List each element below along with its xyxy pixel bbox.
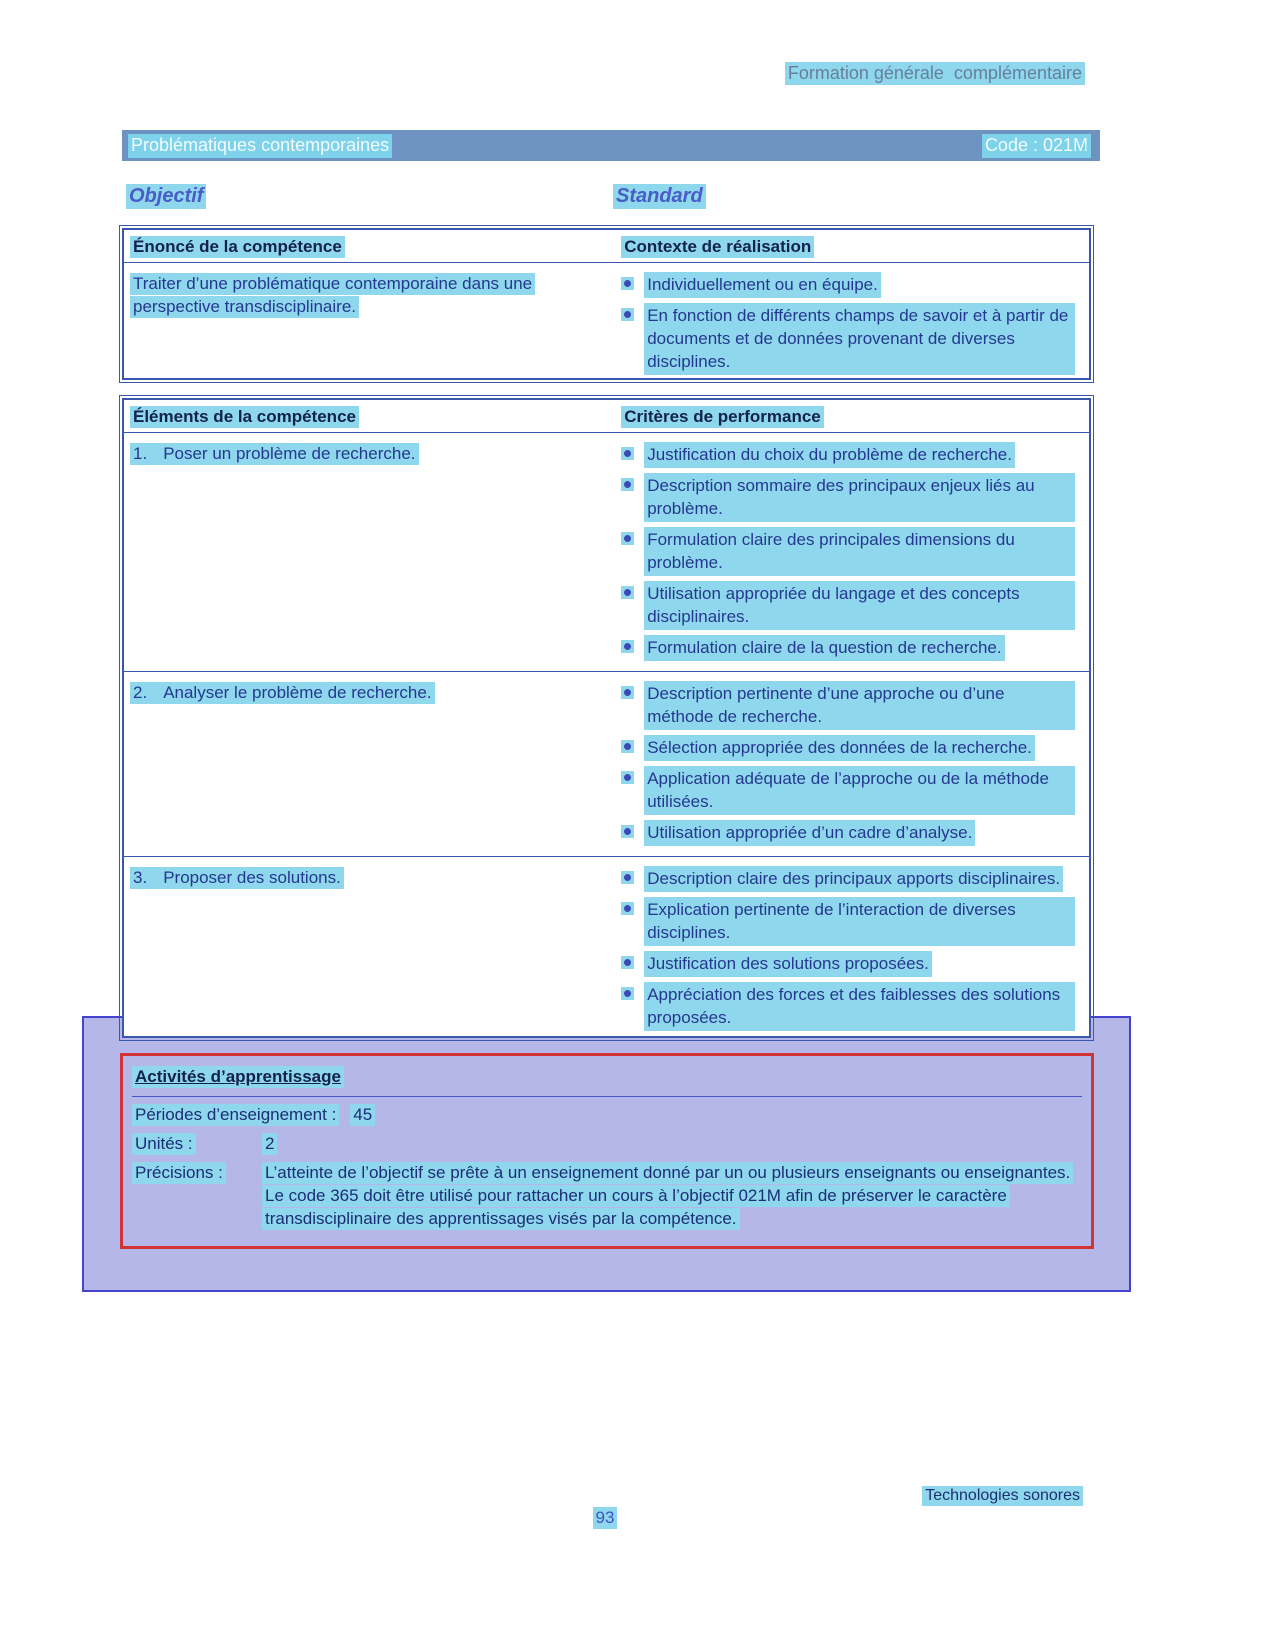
element-number: 1. bbox=[133, 444, 148, 463]
unites-value: 2 bbox=[262, 1133, 277, 1155]
elements-table-header bbox=[124, 400, 1089, 433]
list-item bbox=[621, 951, 1075, 977]
enonce-table-header bbox=[124, 230, 1089, 263]
element-text: Poser un problème de recherche. bbox=[163, 444, 416, 463]
footer-program-name bbox=[922, 1487, 1083, 1505]
unites-row bbox=[132, 1132, 1082, 1155]
list-item bbox=[621, 635, 1075, 661]
list-item bbox=[621, 866, 1075, 892]
header-enonce-text: Énoncé de la compétence bbox=[130, 236, 345, 258]
list-item bbox=[621, 982, 1075, 1031]
list-item bbox=[621, 473, 1075, 522]
unites-value-wrap bbox=[262, 1132, 277, 1155]
list-item bbox=[621, 303, 1075, 375]
bullet-icon bbox=[621, 825, 634, 838]
bullet-icon bbox=[621, 956, 634, 969]
element-number: 3. bbox=[133, 868, 148, 887]
list-item bbox=[621, 442, 1075, 468]
standard-heading bbox=[613, 185, 706, 208]
criteria-item-text: Explication pertinente de l’interaction de diverses disciplines. bbox=[644, 897, 1075, 946]
bullet-icon bbox=[621, 586, 634, 599]
bullet-icon bbox=[621, 640, 634, 653]
learning-activities-box bbox=[120, 1053, 1094, 1249]
element-cell bbox=[124, 442, 614, 661]
element-item bbox=[130, 867, 344, 889]
element-row-3 bbox=[124, 856, 1089, 1038]
course-code: Code : 021M bbox=[982, 134, 1091, 158]
bullet-icon bbox=[621, 987, 634, 1000]
precisions-text bbox=[262, 1161, 1082, 1230]
element-cell bbox=[124, 866, 614, 1031]
list-item bbox=[621, 272, 1075, 298]
context-item-text: Individuellement ou en équipe. bbox=[644, 272, 881, 298]
criteria-item-text: Utilisation appropriée d’un cadre d’analyse. bbox=[644, 820, 975, 846]
bullet-icon bbox=[621, 771, 634, 784]
element-number: 2. bbox=[133, 683, 148, 702]
list-item bbox=[621, 681, 1075, 730]
criteria-item-text: Utilisation appropriée du langage et des concepts disciplinaires. bbox=[644, 581, 1075, 630]
periodes-label-wrap bbox=[132, 1103, 339, 1126]
precisions-paragraph bbox=[262, 1184, 1082, 1230]
learning-activities-section bbox=[82, 1016, 1131, 1292]
title-bar bbox=[122, 130, 1100, 161]
header-cell-enonce bbox=[124, 235, 614, 258]
statement-cell bbox=[124, 272, 614, 375]
header-cell-criteres bbox=[614, 405, 1089, 428]
page-number bbox=[0, 1508, 1210, 1528]
bullet-icon bbox=[621, 686, 634, 699]
activities-title-text: Activités d’apprentissage bbox=[132, 1066, 344, 1088]
elements-table bbox=[122, 398, 1091, 1038]
unites-label: Unités : bbox=[132, 1133, 196, 1155]
bullet-icon bbox=[621, 308, 634, 321]
precisions-paragraph-text: L’atteinte de l’objectif se prête à un enseignement donné par un ou plusieurs enseignants ou enseignantes. bbox=[262, 1162, 1073, 1184]
list-item bbox=[621, 897, 1075, 946]
footer-program-name-text: Technologies sonores bbox=[922, 1486, 1083, 1506]
precisions-paragraph-text: Le code 365 doit être utilisé pour rattacher un cours à l’objectif 021M afin de préserver le caractère transdisciplinaire des apprentissages visés par la compétence. bbox=[262, 1185, 1010, 1230]
bullet-icon bbox=[621, 447, 634, 460]
competence-statement: Traiter d’une problématique contemporaine dans une perspective transdisciplinaire. bbox=[130, 273, 535, 318]
periodes-row bbox=[132, 1103, 1082, 1126]
header-contexte-text: Contexte de réalisation bbox=[621, 236, 814, 258]
criteria-item-text: Justification des solutions proposées. bbox=[644, 951, 932, 977]
header-cell-elements bbox=[124, 405, 614, 428]
criteria-item-text: Formulation claire des principales dimensions du problème. bbox=[644, 527, 1075, 576]
activities-title bbox=[132, 1062, 1082, 1097]
header-criteres-text: Critères de performance bbox=[621, 406, 824, 428]
course-title: Problématiques contemporaines bbox=[128, 134, 392, 158]
page-number-text: 93 bbox=[593, 1507, 618, 1529]
criteria-item-text: Formulation claire de la question de recherche. bbox=[644, 635, 1004, 661]
list-item bbox=[621, 766, 1075, 815]
context-cell bbox=[614, 272, 1089, 375]
header-cell-contexte bbox=[614, 235, 1089, 258]
criteria-item-text: Description sommaire des principaux enjeux liés au problème. bbox=[644, 473, 1075, 522]
periodes-label: Périodes d’enseignement : bbox=[132, 1104, 339, 1126]
enonce-table bbox=[122, 228, 1091, 380]
objectif-heading-text: Objectif bbox=[126, 184, 206, 209]
precisions-label-wrap bbox=[132, 1161, 262, 1184]
element-cell bbox=[124, 681, 614, 846]
running-header-text: Formation générale complémentaire bbox=[785, 62, 1085, 85]
unites-label-wrap bbox=[132, 1132, 262, 1155]
periodes-value-wrap bbox=[350, 1103, 375, 1126]
list-item bbox=[621, 581, 1075, 630]
standard-heading-text: Standard bbox=[613, 184, 706, 209]
element-text: Proposer des solutions. bbox=[163, 868, 341, 887]
bullet-icon bbox=[621, 478, 634, 491]
running-header bbox=[785, 63, 1085, 84]
criteria-cell bbox=[614, 442, 1089, 661]
criteria-item-text: Description claire des principaux apports disciplinaires. bbox=[644, 866, 1063, 892]
list-item bbox=[621, 527, 1075, 576]
element-row-1 bbox=[124, 433, 1089, 671]
criteria-item-text: Justification du choix du problème de recherche. bbox=[644, 442, 1015, 468]
context-item-text: En fonction de différents champs de savoir et à partir de documents et de données provenant de diverses disciplines. bbox=[644, 303, 1075, 375]
criteria-cell bbox=[614, 866, 1089, 1031]
list-item bbox=[621, 735, 1075, 761]
criteria-item-text: Sélection appropriée des données de la recherche. bbox=[644, 735, 1035, 761]
precisions-row bbox=[132, 1161, 1082, 1230]
enonce-table-row bbox=[124, 263, 1089, 380]
element-item bbox=[130, 443, 419, 465]
objectif-heading bbox=[126, 185, 206, 208]
header-elements-text: Éléments de la compétence bbox=[130, 406, 359, 428]
bullet-icon bbox=[621, 532, 634, 545]
element-text: Analyser le problème de recherche. bbox=[163, 683, 432, 702]
element-row-2 bbox=[124, 671, 1089, 856]
list-item bbox=[621, 820, 1075, 846]
criteria-item-text: Application adéquate de l’approche ou de la méthode utilisées. bbox=[644, 766, 1075, 815]
bullet-icon bbox=[621, 902, 634, 915]
precisions-paragraph bbox=[262, 1161, 1082, 1184]
criteria-item-text: Appréciation des forces et des faiblesses des solutions proposées. bbox=[644, 982, 1075, 1031]
bullet-icon bbox=[621, 740, 634, 753]
criteria-item-text: Description pertinente d’une approche ou d’une méthode de recherche. bbox=[644, 681, 1075, 730]
bullet-icon bbox=[621, 277, 634, 290]
bullet-icon bbox=[621, 871, 634, 884]
element-item bbox=[130, 682, 435, 704]
periodes-value: 45 bbox=[350, 1104, 375, 1126]
criteria-cell bbox=[614, 681, 1089, 846]
precisions-label: Précisions : bbox=[132, 1162, 226, 1184]
